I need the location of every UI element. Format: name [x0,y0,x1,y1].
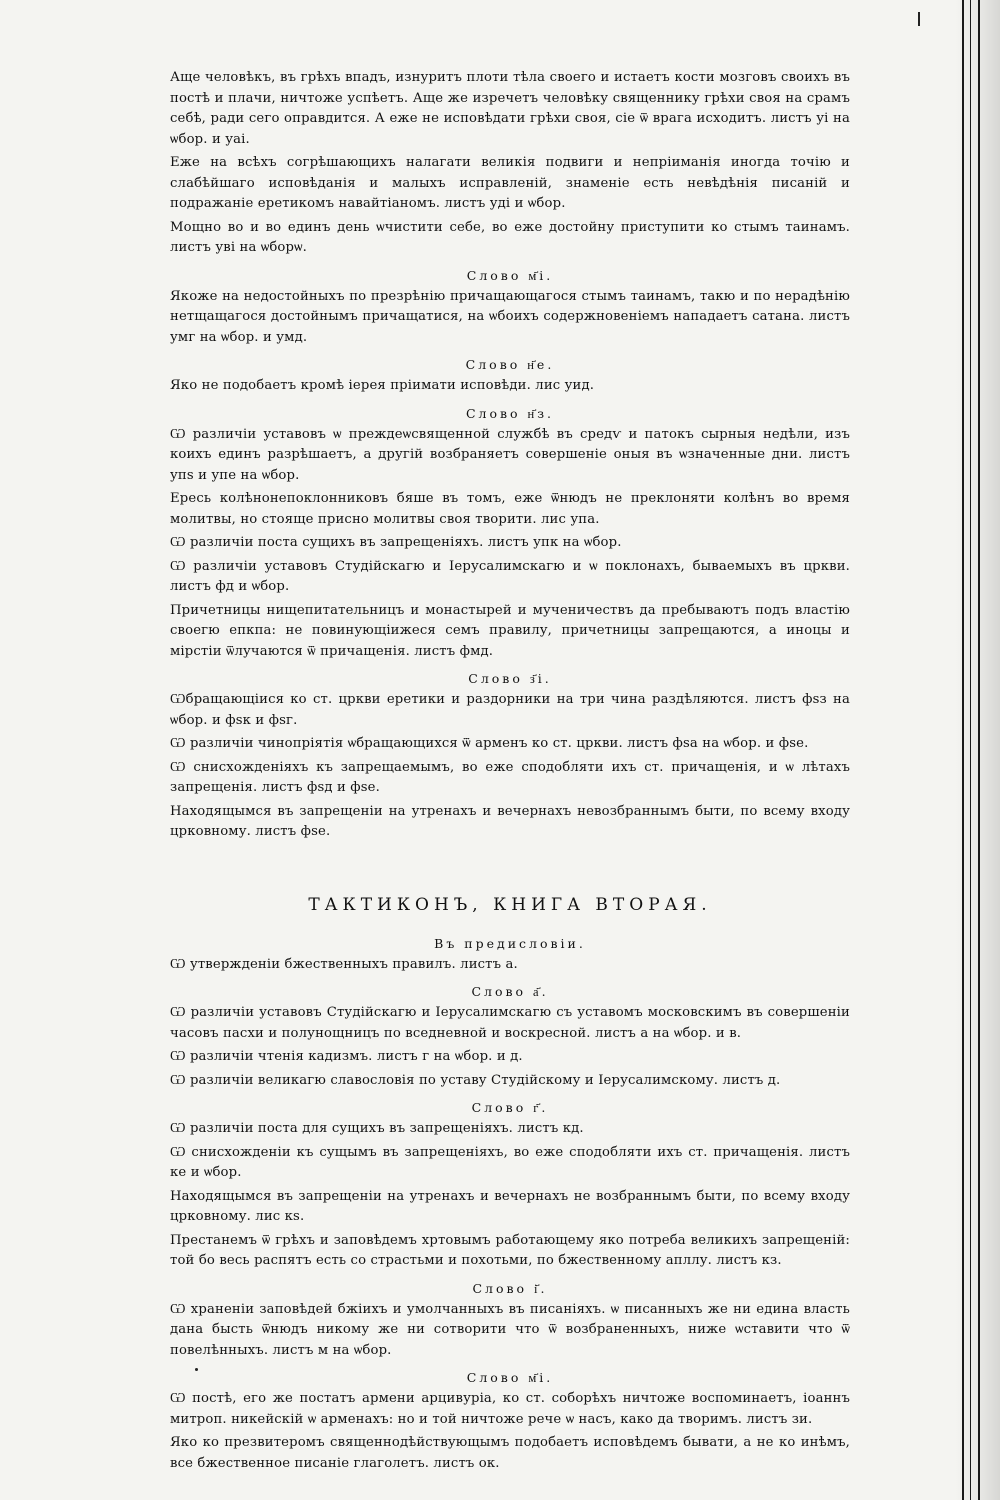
paragraph: Ѡ различіи чтенія кадизмъ. листъ г на ѡбор. и д. [170,1049,523,1064]
section-heading: Слово а҃. [471,984,549,999]
section-heading: Въ предисловіи. [434,935,586,951]
book-title: ТАКТИКОНЪ, КНИГА ВТОРАЯ. [308,894,712,915]
paragraph: Ѡ различіи поста сущихъ въ запрещеніяхъ. листъ упк на ѡбор. [170,535,622,550]
paragraph: Еже на всѣхъ согрѣшающихъ налагати великія подвиги и непріиманія иногда точію и слабѣйшаго исповѣданія и малыхъ исправленій, знаменіе есть невѣдѣнія писаній и подражаніе еретикомъ навайтіаномъ. листъ уді и ѡбор. [170,155,850,211]
section-heading: Слово н҃з. [465,405,555,421]
paragraph: Якоже на недостойныхъ по презрѣнію причащающагося стымъ таинамъ, такю и по нерадѣнію нетщащагося достойнымъ причащатися, на ѡбоихъ содержновеніемъ нападаетъ сатана. листъ умг на ѡбор. и умд. [170,288,850,345]
ink-speck [918,12,920,26]
scan-edge-line [978,0,980,1500]
paragraph: Яко ко презвитеромъ священнодѣйствующымъ подобаетъ исповѣдемъ бывати, а не ко инѣмъ, все бжественное писаніе глаголетъ. листъ ок. [170,1435,850,1471]
section-heading: Слово і҃. [472,1280,548,1296]
scan-edge-line [962,0,964,1500]
scan-edge-line [970,0,971,1500]
paragraph: Находящымся въ запрещеніи на утренахъ и вечернахъ не возбраннымъ быти, по всему входу црковному. лис кѕ. [170,1188,850,1224]
paragraph: Ѡ храненіи заповѣдей бжіихъ и умолчанныхъ въ писаніяхъ. ѡ писанныхъ же ни едина власть дана бысть ѿнюдъ никому же ни сотворити что ѿ возбраненныхъ, ниже ѡставити что ѿ повелѣнныхъ. листъ м на ѡбор. [170,1301,850,1358]
paragraph: Ѡ различіи уставовъ Студійскагю и Іерусалимскагю и ѡ поклонахъ, бываемыхъ въ цркви. листъ фд и ѡбор. [170,558,850,594]
paragraph: Ѡ различіи великагю славословія по уставу Студійскому и Іерусалимскому. листъ д. [170,1072,781,1088]
paragraph: Аще человѣкъ, въ грѣхъ впадъ, изнуритъ плоти тѣла своего и истаетъ кости мозговъ своихъ въ постѣ и плачи, ничтоже успѣетъ. Аще же изречетъ человѣку священнику грѣхи своя на срамъ себѣ, ради сего оправдится. А еже не исповѣдати грѣхи своя, сіе ѿ врага исходитъ. листъ уі на ѡбор. и уаі. [170,70,850,147]
paragraph: Ересь колѣнонепоклонниковъ бяше въ томъ, еже ѿнюдъ не преклоняти колѣнъ во время молитвы, но стояще присно молитвы своя творити. лис упа. [170,491,850,527]
paragraph: Престанемъ ѿ грѣхъ и заповѣдемъ хртовымъ работающему яко потреба великихъ запрещеній: той бо весь распятъ есть со страстьми и похотьми, по бжественному апллу. листъ кз. [170,1232,851,1268]
paragraph: Ѡ снисхожденіи къ сущымъ въ запрещеніяхъ, во еже сподобляти ихъ ст. причащенія. листъ ке и ѡбор. [170,1144,850,1180]
paragraph: Ѡ постѣ, его же постатъ армени арцивуріа, ко ст. соборѣхъ ничтоже воспоминаетъ, іоаннъ митроп. никейскій ѡ арменахъ: но и той ничтоже рече ѡ насъ, како да творимъ. листъ зи. [170,1391,850,1427]
text-column [170,68,850,1474]
paragraph: Ѡ различіи уставовъ Студійскагю и Іерусалимскагю съ уставомъ московскимъ въ совершеніи часовъ пасхи и полунощницъ по вседневной и воскресной. листъ а на ѡбор. и в. [170,1005,850,1041]
paragraph: Ѡ различіи чинопріятія ѡбращающихся ѿ арменъ ко ст. цркви. листъ фѕа на ѡбор. и фѕе. [170,736,809,751]
paragraph: Мощно во и во единъ день ѡчистити себе, во еже достойну приступити ко стымъ таинамъ. листъ уві на ѡборѡ. [170,219,850,255]
section-heading: Слово н҃е. [465,357,555,372]
section-heading: Слово з҃і. [468,671,552,686]
paragraph: Ѡ различіи уставовъ ѡ преждеѡсвященной службѣ въ средѵ и патокъ сырныя недѣли, изъ коихъ единъ разрѣшаетъ, а другій возбраняетъ совершеніе оныя въ ѡзначенные дни. листъ упѕ и упе на ѡбор. [170,426,850,483]
paragraph: Находящымся въ запрещеніи на утренахъ и вечернахъ невозбраннымъ быти, по всему входу црковному. листъ фѕе. [170,803,850,839]
paragraph: Яко не подобаетъ кромѣ іерея пріимати исповѣди. лис уид. [170,378,595,393]
paragraph: Ѡ снисхожденіяхъ къ запрещаемымъ, во еже сподобляти ихъ ст. причащенія, и ѡ лѣтахъ запрещенія. листъ фѕд и фѕе. [170,759,850,795]
paragraph: Ѡбращающіися ко ст. цркви еретики и раздорники на три чина раздѣляются. листъ фѕз на ѡбор. и фѕк и фѕг. [170,692,850,728]
paragraph: Причетницы нищепитательницъ и монастырей и мученичествъ да пребываютъ подъ властію своегю епкпа: не повинующіижеся семъ правилу, причетницы запрещаются, а иноцы и мірстіи ѿлучаются ѿ причащенія. листъ фмд. [170,602,850,659]
paragraph: Ѡ утвержденіи бжественныхъ правилъ. листъ а. [170,956,518,972]
section-heading: Слово г҃. [471,1100,549,1115]
section-heading: Слово м҃і. [466,1370,554,1385]
section-heading: Слово м҃і. [466,267,554,283]
paragraph: Ѡ различіи поста для сущихъ въ запрещеніяхъ. листъ кд. [170,1121,584,1136]
